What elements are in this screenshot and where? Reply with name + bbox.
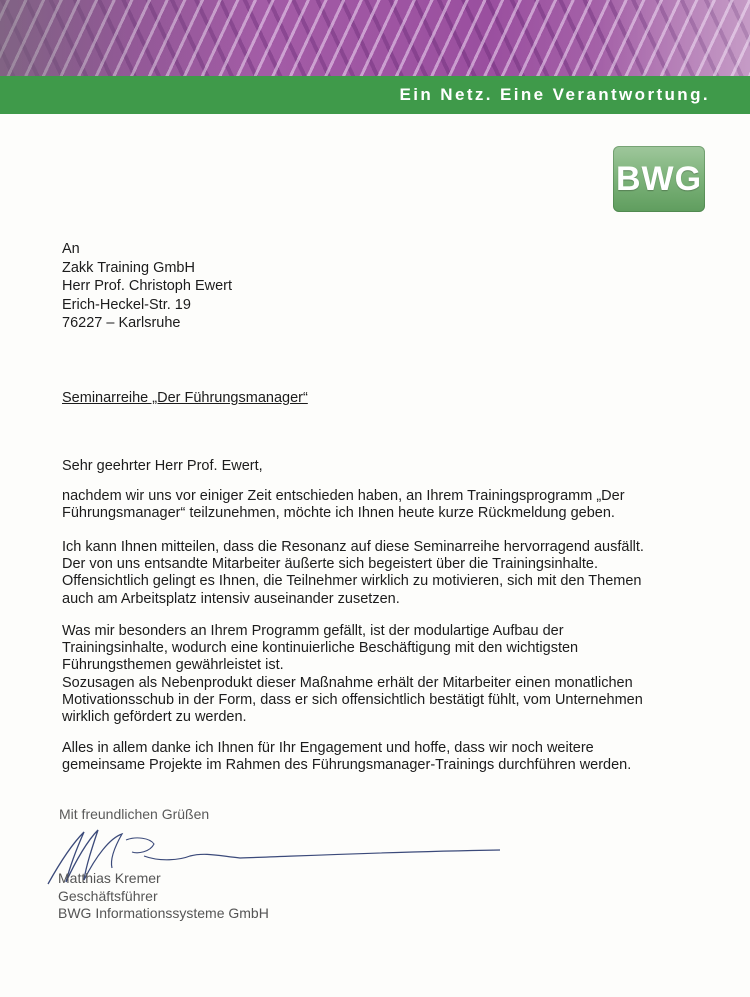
address-line: Erich-Heckel-Str. 19 [62, 296, 191, 313]
subject-line: Seminarreihe „Der Führungsmanager“ [62, 390, 308, 406]
body-line: Alles in allem danke ich Ihnen für Ihr Engagement und hoffe, dass wir noch weitere [62, 740, 594, 756]
address-line: Zakk Training GmbH [62, 259, 195, 276]
body-line: wirklich gefördert zu werden. [62, 709, 247, 726]
address-line: An [62, 241, 80, 257]
signature-block [58, 870, 269, 923]
body-paragraph-1 [62, 488, 662, 522]
address-line: Herr Prof. Christoph Ewert [62, 278, 233, 294]
address-line: 76227 – Karlsruhe [62, 315, 181, 331]
body-line: Führungsthemen gewährleistet ist. [62, 657, 284, 674]
body-line: Was mir besonders an Ihrem Programm gefällt, ist der modulartige Aufbau der [62, 623, 564, 639]
header-banner-shading [0, 0, 750, 76]
header-banner-strip [0, 76, 750, 114]
body-paragraph-2 [62, 539, 662, 608]
closing-phrase: Mit freundlichen Grüßen [59, 806, 210, 822]
body-line: nachdem wir uns vor einiger Zeit entschieden haben, an Ihrem Trainingsprogramm „Der [62, 488, 625, 504]
body-line: Der von uns entsandte Mitarbeiter äußerte sich begeistert über die Trainingsinhalte. [62, 556, 598, 573]
signer-company: BWG Informationssysteme GmbH [58, 905, 269, 921]
body-line: Führungsmanager“ teilzunehmen, möchte ich Ihnen heute kurze Rückmeldung geben. [62, 505, 615, 522]
body-line: Trainingsinhalte, wodurch eine kontinuierliche Beschäftigung mit den wichtigsten [62, 640, 579, 657]
body-line: gemeinsame Projekte im Rahmen des Führungsmanager-Trainings durchführen werden. [62, 757, 632, 774]
signer-name: Matthias Kremer [58, 870, 161, 886]
bwg-logo-text: BWG [615, 159, 703, 198]
body-line: Offensichtlich gelingt es Ihnen, die Teilnehmer wirklich zu motivieren, sich mit den Themen [62, 573, 642, 590]
bwg-logo [613, 146, 705, 212]
body-line: Motivationsschub in der Form, dass er sich offensichtlich bestätigt fühlt, vom Unternehmen [62, 691, 643, 708]
recipient-address [62, 240, 232, 333]
salutation: Sehr geehrter Herr Prof. Ewert, [62, 458, 263, 474]
signer-title: Geschäftsführer [58, 887, 158, 904]
body-line: Ich kann Ihnen mitteilen, dass die Resonanz auf diese Seminarreihe hervorragend ausfällt. [62, 539, 644, 555]
body-paragraph-4 [62, 740, 662, 774]
body-paragraph-3 [62, 623, 662, 726]
body-line: Sozusagen als Nebenprodukt dieser Maßnahme erhält der Mitarbeiter einen monatlichen [62, 674, 633, 691]
slogan: Ein Netz. Eine Verantwortung. [399, 85, 710, 104]
body-line: auch am Arbeitsplatz intensiv auseinander zusetzen. [62, 590, 400, 607]
